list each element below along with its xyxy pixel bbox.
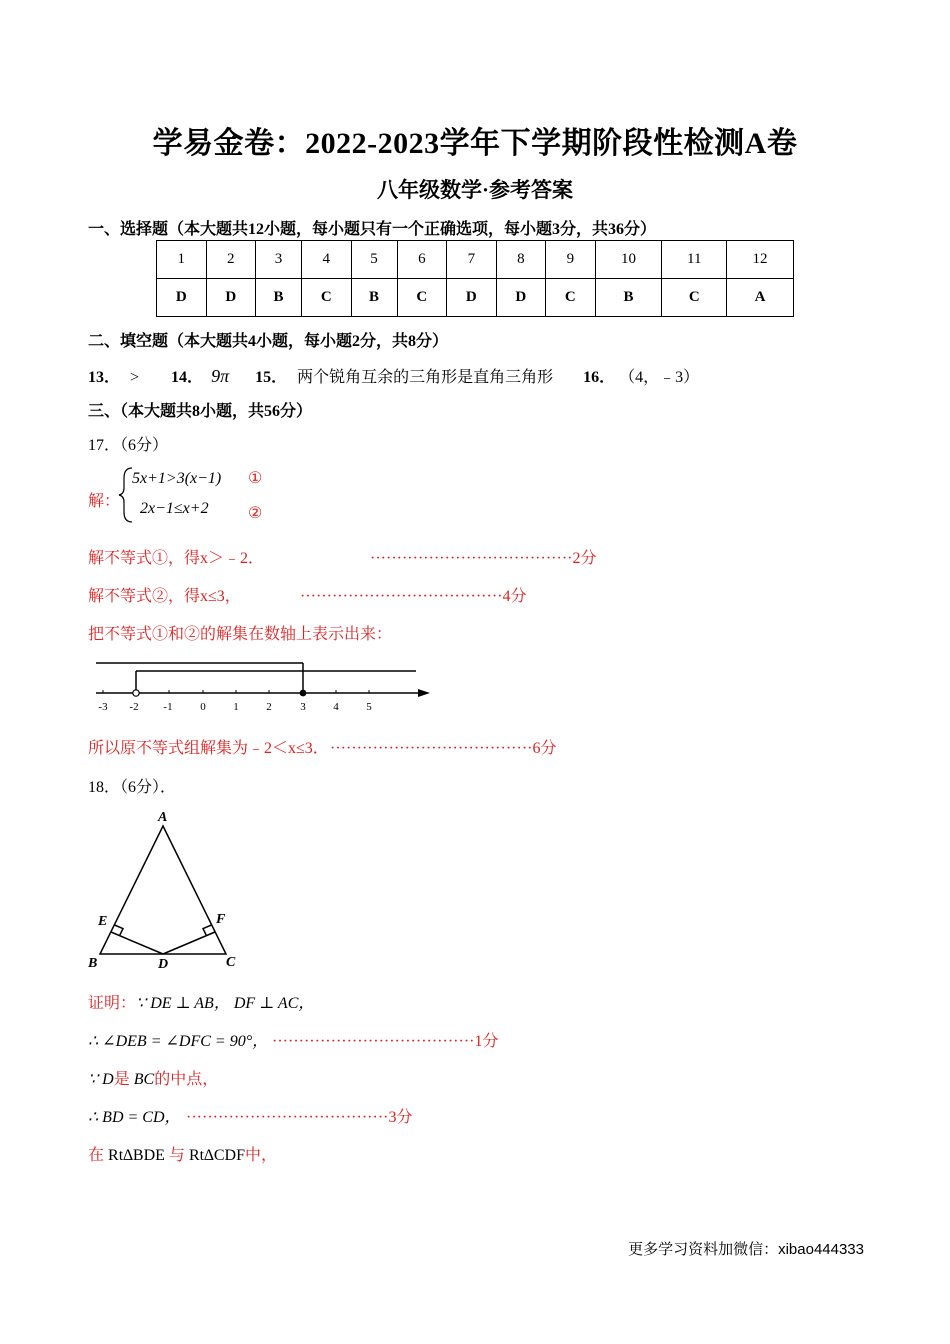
q17-conclusion: 所以原不等式组解集为﹣2＜x≤3． [88, 740, 329, 757]
proof-math: BC [133, 1071, 155, 1088]
circle-mark-1: ① [248, 470, 263, 487]
section1-heading: 一、选择题（本大题共12小题，每小题只有一个正确选项，每小题3分，共36分） [88, 221, 657, 238]
answer-cell: C [662, 279, 727, 317]
proof-math: ∴ BD = CD， [88, 1109, 181, 1126]
tick-label: -3 [98, 701, 108, 713]
circle-mark-2: ② [248, 505, 263, 522]
proof-math: Rt∆CDF [188, 1147, 245, 1164]
solution-region-x-gt-neg2 [136, 671, 416, 693]
proof-line-1 [88, 990, 314, 1013]
proof-line-3 [88, 1066, 218, 1089]
answer-cell: B [351, 279, 397, 317]
number-line [88, 655, 438, 715]
q15-answer: 两个锐角互余的三角形是直角三角形 [297, 369, 554, 386]
question-number: 10 [595, 241, 662, 279]
question-number: 3 [256, 241, 302, 279]
q17-label: 17．（6分） [88, 437, 169, 454]
point-label-d: D [158, 957, 169, 972]
q17-step1: 解不等式①，得x＞﹣2． [88, 550, 265, 567]
point-label-b: B [88, 956, 98, 971]
tick-label: 3 [300, 701, 306, 713]
proof-text: 的中点， [154, 1071, 219, 1088]
answer-cell: B [595, 279, 662, 317]
q17-conclusion-score: ······································6分 [330, 740, 557, 757]
proof-math: ∴ ∠DEB = ∠DFC = 90°， [88, 1033, 269, 1050]
answer-cell: D [447, 279, 497, 317]
q17-step2: 解不等式②，得x≤3， [88, 588, 241, 605]
proof-line-4-score: ······································3分 [186, 1109, 413, 1126]
q17-step3: 把不等式①和②的解集在数轴上表示出来： [88, 626, 393, 643]
tick-label: 2 [266, 701, 272, 713]
tick-label: -2 [129, 701, 139, 713]
q17-solve-label: 解： [88, 493, 121, 510]
answer-table-answer-row [157, 279, 794, 317]
question-number: 5 [351, 241, 397, 279]
proof-line-2-score: ······································1分 [272, 1033, 499, 1050]
proof-text: 是 [113, 1071, 130, 1088]
closed-point-3 [300, 690, 307, 697]
segment-de [111, 932, 163, 954]
section3-heading: 三、（本大题共8小题，共56分） [88, 403, 313, 420]
answer-cell: D [157, 279, 207, 317]
tick-label: 1 [233, 701, 239, 713]
solution-region-x-le-3 [96, 663, 303, 693]
q18-label: 18．（6分）． [88, 779, 177, 796]
proof-line-4 [88, 1104, 181, 1127]
answer-cell: C [302, 279, 352, 317]
question-number: 12 [727, 241, 794, 279]
answer-table [156, 240, 794, 317]
page-title: 学易金卷：2022-2023学年下学期阶段性检测A卷 [152, 127, 798, 160]
proof-prefix: 证明： [88, 995, 137, 1012]
page-subtitle: 八年级数学·参考答案 [376, 178, 573, 202]
fill-answers-row [88, 364, 699, 387]
q17-step2-score: ······································4分 [300, 588, 527, 605]
triangle-figure [84, 804, 254, 976]
q13-number: 13． [88, 369, 121, 386]
footer-note: 更多学习资料加微信：xibao444333 [628, 1241, 864, 1258]
q15-number: 15． [255, 369, 288, 386]
point-label-c: C [226, 955, 236, 970]
q17-step1-score: ······································2分 [370, 550, 597, 567]
q13-answer: > [130, 369, 140, 386]
point-label-e: E [98, 914, 108, 929]
tick-label: 0 [200, 701, 206, 713]
proof-line-5 [88, 1142, 277, 1165]
answer-cell: C [397, 279, 447, 317]
point-label-a: A [158, 810, 168, 825]
question-number: 1 [157, 241, 207, 279]
axis-arrow-icon [418, 689, 430, 697]
answer-table-number-row [157, 241, 794, 279]
answer-cell: C [546, 279, 596, 317]
proof-line-2 [88, 1028, 268, 1051]
open-point-neg2 [133, 690, 139, 696]
tick-label: 5 [366, 701, 372, 713]
proof-text: 中， [244, 1147, 277, 1164]
question-number: 8 [496, 241, 546, 279]
section2-heading: 二、填空题（本大题共4小题，每小题2分，共8分） [88, 333, 449, 350]
question-number: 9 [546, 241, 596, 279]
answer-cell: D [206, 279, 256, 317]
tick-label: 4 [333, 701, 339, 713]
proof-math: Rt∆BDE [108, 1147, 165, 1164]
answer-cell: A [727, 279, 794, 317]
q14-number: 14． [171, 369, 204, 386]
q16-answer: （4，﹣3） [619, 369, 700, 386]
segment-df [163, 932, 215, 954]
answer-cell: B [256, 279, 302, 317]
proof-text: 在 [88, 1147, 105, 1164]
tick-label: -1 [163, 701, 173, 713]
q14-answer: 9π [211, 366, 230, 386]
proof-text: 与 [168, 1147, 185, 1164]
question-number: 7 [447, 241, 497, 279]
question-number: 4 [302, 241, 352, 279]
answer-cell: D [496, 279, 546, 317]
inequality-1: 5x+1>3(x−1) [132, 470, 222, 487]
point-label-f: F [216, 912, 226, 927]
inequality-2: 2x−1≤x+2 [140, 500, 209, 517]
proof-math: ∵ DE ⊥ AB， DF ⊥ AC， [136, 995, 315, 1012]
question-number: 2 [206, 241, 256, 279]
q16-number: 16． [583, 369, 616, 386]
question-number: 11 [662, 241, 727, 279]
question-number: 6 [397, 241, 447, 279]
proof-math: ∵ D [88, 1071, 114, 1088]
